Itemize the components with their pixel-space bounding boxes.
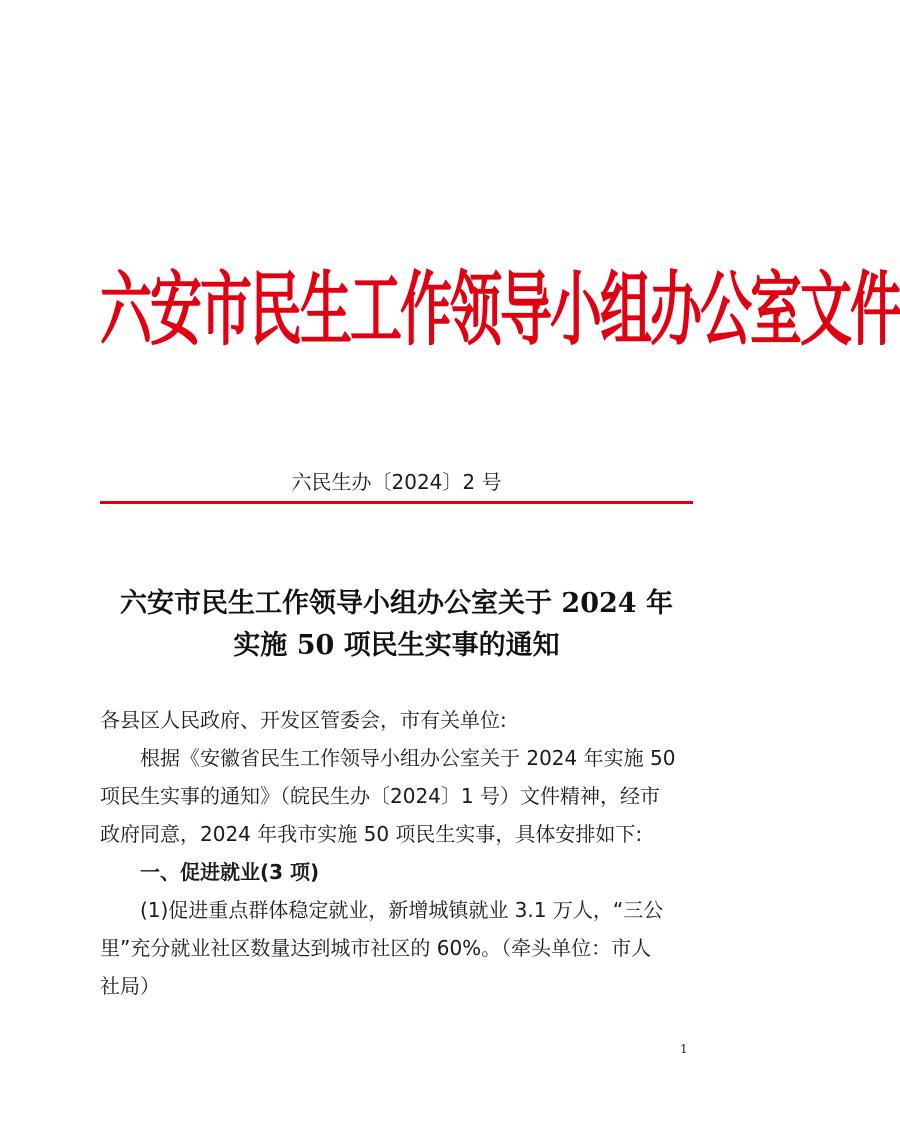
title-line-2: 实施 50 项民生实事的通知 bbox=[233, 630, 560, 661]
page-number: 1 bbox=[680, 1042, 688, 1056]
paragraph-1-line-1: 根据《安徽省民生工作领导小组办公室关于 2024 年实施 50 bbox=[140, 746, 676, 770]
red-divider-line bbox=[100, 501, 693, 504]
document-number: 六民生办〔2024〕2 号 bbox=[291, 470, 502, 494]
document-body bbox=[100, 701, 693, 1005]
item-1-line-1: (1)促进重点群体稳定就业，新增城镇就业 3.1 万人，“三公 bbox=[140, 898, 664, 922]
issuing-authority-header: 六安市民生工作领导小组办公室文件 bbox=[100, 262, 900, 358]
item-1-line-2: 里”充分就业社区数量达到城市社区的 60%。（牵头单位：市人 bbox=[100, 936, 652, 960]
addressee: 各县区人民政府、开发区管委会，市有关单位: bbox=[100, 708, 507, 732]
item-1-line-3: 社局） bbox=[100, 974, 160, 998]
paragraph-1-line-2: 项民生实事的通知》（皖民生办〔2024〕1 号）文件精神，经市 bbox=[100, 784, 660, 808]
paragraph-1-line-3: 政府同意，2024 年我市实施 50 项民生实事，具体安排如下: bbox=[100, 822, 643, 846]
title-line-1: 六安市民生工作领导小组办公室关于 2024 年 bbox=[120, 588, 673, 619]
document-title bbox=[100, 583, 693, 667]
section-heading-employment: 一、促进就业(3 项) bbox=[140, 860, 320, 884]
